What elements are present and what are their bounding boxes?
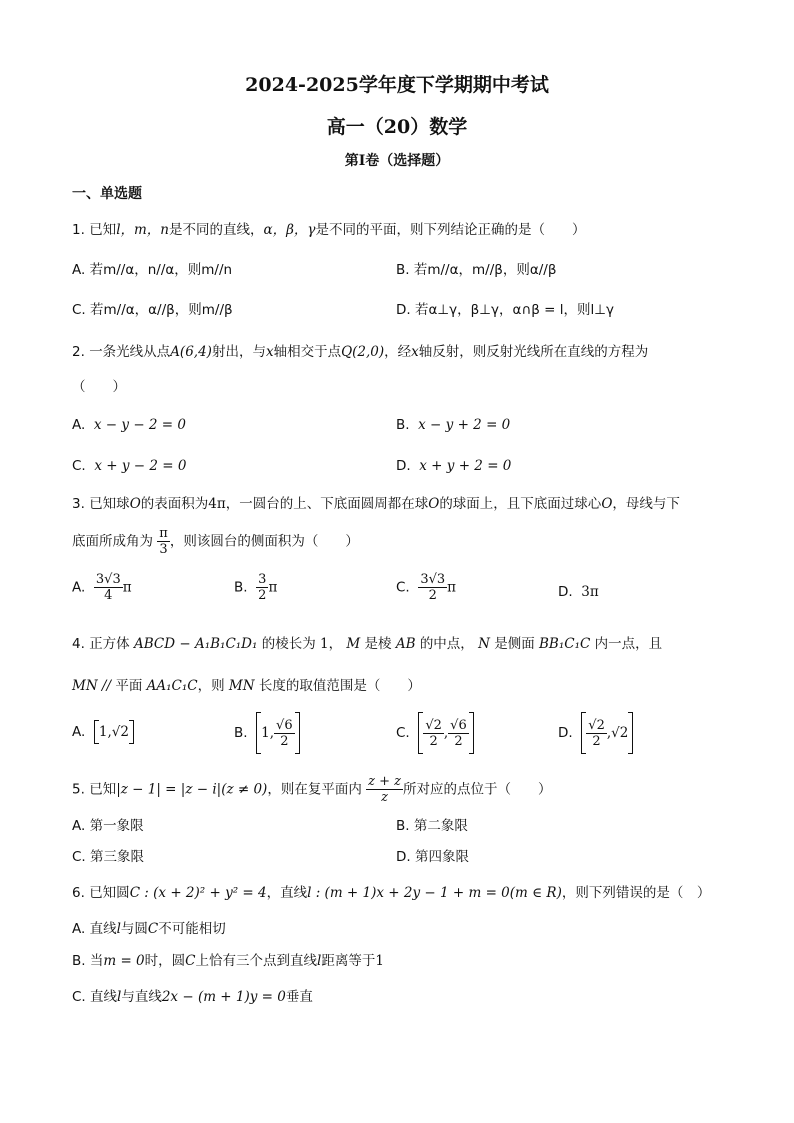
q4-text: 正方体 xyxy=(89,636,130,652)
fraction-numerator: 3 xyxy=(258,572,267,587)
q6-text: B. 当 xyxy=(72,953,104,969)
q4-face: BB₁C₁C xyxy=(539,636,591,652)
q4-option-a[interactable] xyxy=(72,720,134,744)
q3-text: 底面所成角为 xyxy=(72,533,153,550)
q6-text: 垂直 xyxy=(285,989,313,1005)
pi-symbol: π xyxy=(447,579,457,596)
exam-subtitle: 高一（20）数学 xyxy=(326,116,468,138)
q6-option-b[interactable] xyxy=(72,951,384,971)
option-label: A. xyxy=(72,579,86,596)
q3-text: 的表面积为 xyxy=(140,496,209,512)
option-label: D. xyxy=(396,458,411,474)
q6-text: A. 直线 xyxy=(72,921,117,937)
fraction-denominator: 2 xyxy=(258,588,267,603)
q4-text: 的棱长为 xyxy=(261,636,316,652)
q3-sphere-o: O xyxy=(601,496,613,512)
q4-text: 是侧面 xyxy=(494,636,535,652)
option-math: 3π xyxy=(581,584,599,600)
q6-line-l: l xyxy=(116,921,121,937)
fraction-denominator: 2 xyxy=(592,733,601,749)
q6-circle-eq: C : (x + 2)² + y² = 4 xyxy=(129,885,267,901)
q2-text: 射出，与 xyxy=(211,344,266,360)
question-4-stem-line1 xyxy=(72,634,662,654)
q6-text: 已知圆 xyxy=(89,885,130,901)
option-label: D. xyxy=(558,725,573,741)
q4-point-n: N xyxy=(478,636,490,652)
q2-option-a[interactable] xyxy=(72,415,186,435)
q1-option-a[interactable]: A. 若m//α，n//α，则m//n xyxy=(72,262,233,278)
q3-option-a[interactable] xyxy=(72,572,132,603)
question-3-stem-line2 xyxy=(72,526,359,557)
interval-fraction xyxy=(586,718,607,749)
q6-text: 时，圆 xyxy=(144,953,186,969)
q3-sphere-o: O xyxy=(428,496,440,512)
pi-symbol: π xyxy=(122,579,132,596)
question-2-stem xyxy=(72,342,648,362)
q5-option-c[interactable]: C. 第三象限 xyxy=(72,849,145,865)
q2-point-a: A(6,4) xyxy=(170,344,212,360)
option-label: C. xyxy=(72,458,86,474)
q3-text: 已知球 xyxy=(89,496,130,512)
fraction-numerator: √6 xyxy=(276,717,293,733)
q6-line-eq: l : (m + 1)x + 2y − 1 + m = 0(m ∈ R) xyxy=(307,885,562,901)
q4-text: 内一点，且 xyxy=(594,636,663,652)
option-label: A. xyxy=(72,417,86,433)
q6-line-l: l xyxy=(317,953,322,969)
q5-text: 已知 xyxy=(89,781,117,798)
question-1-stem xyxy=(72,220,586,240)
q3-text: ，则该圆台的侧面积为（ ） xyxy=(169,533,359,550)
fraction-denominator: 3 xyxy=(159,542,168,557)
q1-planes: α，β，γ xyxy=(263,222,316,238)
fraction-numerator: √2 xyxy=(425,717,442,733)
q6-text: 距离等于 xyxy=(321,953,376,969)
section-heading: 一、单选题 xyxy=(72,186,142,202)
q2-text: 轴相交于点 xyxy=(273,344,342,360)
right-bracket xyxy=(469,712,474,754)
q5-option-d[interactable]: D. 第四象限 xyxy=(396,849,469,865)
fraction-denominator: 2 xyxy=(428,588,437,603)
fraction-numerator: 3√3 xyxy=(95,572,121,587)
q1-option-b[interactable]: B. 若m//α，m//β，则α//β xyxy=(396,262,557,278)
fraction-denominator: 2 xyxy=(280,733,289,749)
option-math: x − y + 2 = 0 xyxy=(418,417,511,433)
q6-circle-c: C xyxy=(185,953,196,969)
q2-text: 一条光线从点 xyxy=(89,344,171,360)
q5-number: 5. xyxy=(72,781,85,798)
fraction-denominator: 2 xyxy=(454,733,463,749)
interval-start: 1, xyxy=(98,724,112,740)
q4-length: 1 xyxy=(320,636,329,652)
q4-text: 的中点， xyxy=(419,636,474,652)
q4-option-c[interactable]: C. $\frac{√2}{2}$ , $\frac{√6}{2}$ xyxy=(396,712,474,754)
q3-sphere-o: O xyxy=(129,496,141,512)
q4-text: 长度的取值范围是（ ） xyxy=(258,678,421,694)
option-fraction xyxy=(256,572,268,603)
interval-end: √2 xyxy=(111,724,129,740)
q2-x-axis: x xyxy=(411,344,419,360)
q2-option-d[interactable] xyxy=(396,456,511,476)
q4-plane: AA₁C₁C xyxy=(146,678,198,694)
question-4-stem-line2 xyxy=(72,676,421,696)
q2-paren: （ ） xyxy=(72,379,126,395)
q3-text: 的球面上，且下底面过球心 xyxy=(439,496,602,512)
q2-option-b[interactable] xyxy=(396,415,510,435)
fraction-numerator: √6 xyxy=(450,717,467,733)
q6-text: 与圆 xyxy=(120,921,148,937)
q4-mn: MN xyxy=(228,678,255,694)
q1-option-d[interactable]: D. 若α⊥γ，β⊥γ，α∩β = l，则l⊥γ xyxy=(396,302,615,318)
option-label: C. xyxy=(396,579,410,596)
q5-text: ，则在复平面内 xyxy=(267,781,362,798)
q3-angle-fraction xyxy=(157,526,170,557)
q6-option-c[interactable] xyxy=(72,987,313,1007)
q6-m-value: m = 0 xyxy=(103,953,145,969)
interval-fraction xyxy=(423,718,444,749)
fraction-denominator: 4 xyxy=(104,588,113,603)
q6-text: 上恰有三个点到直线 xyxy=(195,953,317,969)
q6-text: ，则下列错误的是（ ） xyxy=(561,885,711,901)
question-3-stem-line1 xyxy=(72,494,680,514)
option-label: B. xyxy=(396,417,410,433)
q4-option-b[interactable] xyxy=(234,712,300,754)
q4-cube: ABCD − A₁B₁C₁D₁ xyxy=(133,636,258,652)
q2-text: 轴反射，则反射光线所在直线的方程为 xyxy=(418,344,649,360)
q3-option-c[interactable] xyxy=(396,572,456,603)
fraction-denominator: z xyxy=(381,790,388,805)
pi-symbol: π xyxy=(268,579,278,596)
fraction-numerator: √2 xyxy=(588,717,605,733)
q2-x-axis: x xyxy=(265,344,274,360)
right-bracket xyxy=(295,712,300,754)
option-label: D. xyxy=(558,584,573,600)
q5-condition: |z − 1| = |z − i|(z ≠ 0) xyxy=(116,781,268,798)
interval-fraction xyxy=(274,718,295,749)
option-fraction xyxy=(94,572,123,603)
q1-option-c[interactable]: C. 若m//α，α//β，则m//β xyxy=(72,302,233,318)
q2-number: 2. xyxy=(72,344,85,360)
q3-option-d[interactable] xyxy=(558,582,599,602)
q6-number: 6. xyxy=(72,885,85,901)
question-5-stem xyxy=(72,774,551,805)
q5-option-a[interactable]: A. 第一象限 xyxy=(72,818,144,834)
q4-number: 4. xyxy=(72,636,85,652)
q4-text: ，则 xyxy=(197,678,225,694)
right-bracket xyxy=(628,712,633,754)
q4-option-d[interactable] xyxy=(558,712,633,754)
interval-fraction xyxy=(448,718,469,749)
q3-text: ，一圆台的上、下底面圆周都在球 xyxy=(225,496,429,512)
q4-text: 是棱 xyxy=(364,636,392,652)
fraction-denominator: 2 xyxy=(429,733,438,749)
q1-lines: l，m，n xyxy=(116,222,170,238)
q4-text: 平面 xyxy=(115,678,143,694)
option-fraction xyxy=(418,572,447,603)
q4-mn-parallel: MN // xyxy=(72,678,112,694)
q2-point-q: Q(2,0) xyxy=(341,344,385,360)
q6-line-l: l xyxy=(117,989,122,1005)
q5-fraction xyxy=(366,774,403,805)
q6-option-a[interactable] xyxy=(72,919,226,939)
option-math: x + y − 2 = 0 xyxy=(94,458,187,474)
fraction-numerator: π xyxy=(159,526,168,541)
fraction-numerator: 3√3 xyxy=(420,572,446,587)
q4-text: ， xyxy=(328,636,343,652)
right-bracket xyxy=(129,720,134,744)
q1-text: 已知 xyxy=(89,222,117,238)
option-math: x + y + 2 = 0 xyxy=(419,458,512,474)
option-label: C. xyxy=(396,725,410,741)
option-math: x − y − 2 = 0 xyxy=(93,417,186,433)
option-label: B. xyxy=(234,579,248,596)
q3-number: 3. xyxy=(72,496,85,512)
q2-option-c[interactable] xyxy=(72,456,186,476)
q6-text: 不可能相切 xyxy=(158,921,226,937)
q1-number: 1. xyxy=(72,222,85,238)
exam-title: 2024-2025学年度下学期期中考试 xyxy=(245,74,549,96)
option-label: B. xyxy=(234,725,248,741)
part-heading: 第Ⅰ卷（选择题） xyxy=(344,153,450,169)
q3-option-b[interactable] xyxy=(234,572,277,603)
interval-start: 1, xyxy=(261,725,275,741)
q6-text: ，直线 xyxy=(266,885,308,901)
q3-area: 4π xyxy=(208,496,226,512)
q4-edge-ab: AB xyxy=(395,636,416,652)
q6-circle-c: C xyxy=(147,921,159,937)
q6-line-eq2: 2x − (m + 1)y = 0 xyxy=(161,989,286,1005)
q6-text: 与直线 xyxy=(121,989,162,1005)
fraction-numerator: z + z xyxy=(368,774,401,789)
q6-distance: 1 xyxy=(375,953,384,969)
question-6-stem xyxy=(72,883,710,903)
q5-text: 所对应的点位于（ ） xyxy=(402,781,552,798)
interval-end: ,√2 xyxy=(606,725,629,741)
q1-text: 是不同的平面，则下列结论正确的是（ ） xyxy=(315,222,586,238)
q5-option-b[interactable]: B. 第二象限 xyxy=(396,818,468,834)
q3-text: ，母线与下 xyxy=(612,496,680,512)
q6-text: C. 直线 xyxy=(72,989,118,1005)
q1-text: 是不同的直线， xyxy=(169,222,264,238)
q4-point-m: M xyxy=(346,636,361,652)
q2-text: ，经 xyxy=(384,344,412,360)
option-label: A. xyxy=(72,724,86,740)
